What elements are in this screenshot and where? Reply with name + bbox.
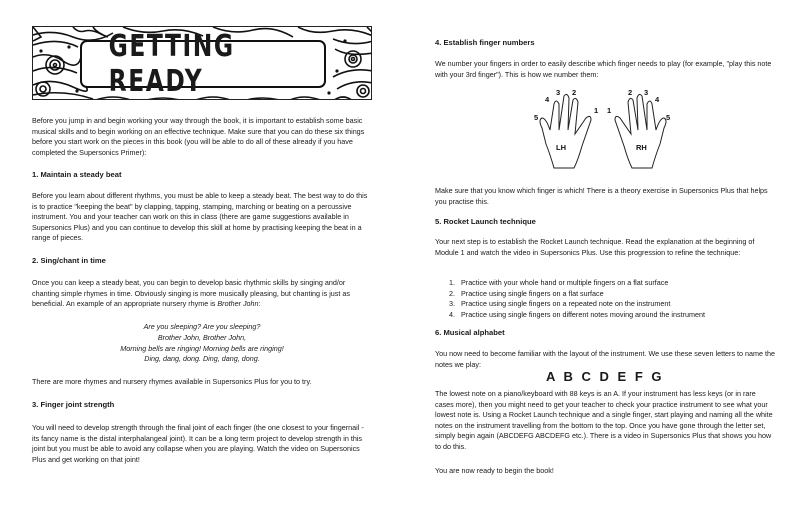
section-1-heading: 1. Maintain a steady beat (32, 170, 122, 179)
page-title-box (80, 29, 326, 99)
section-2-heading: 2. Sing/chant in time (32, 256, 106, 265)
section-6-heading: 6. Musical alphabet (435, 328, 505, 337)
right-hand-icon (615, 94, 666, 168)
section-3-body: You will need to develop strength through the final joint of each finger (the one closest to your fingernail - its fancy name is the distal interphalangeal joint). It can be a long term project to develop strength in this joint but you must be able to avoid any collapse when you are playing. Watch the video on Supersonics Plus and get working on that joint! (32, 423, 364, 464)
list-item: 3. Practice using single fingers on a repeated note on the instrument (449, 299, 671, 309)
list-item: 4. Practice using single fingers on different notes moving around the instrument (449, 309, 705, 319)
lh-finger-number: 3 (556, 88, 561, 97)
section-2-example-title: Brother John (217, 299, 259, 309)
section-5-body: Your next step is to establish the Rocket Launch technique. Read the explanation at the beginning of Module 1 and watch the video in Supersonics Plus. Use this progression to refine the technique: (435, 237, 755, 257)
rhyme-line: Brother John, Brother John, (157, 332, 247, 342)
lh-finger-number: 1 (594, 106, 599, 115)
rh-label: RH (636, 143, 647, 152)
page-title: GETTING READY (108, 29, 235, 99)
left-hand-icon (540, 94, 591, 168)
rhyme-line: Are you sleeping? Are you sleeping? (143, 322, 261, 331)
list-item: 2. Practice using single fingers on a flat surface (449, 288, 604, 298)
rhyme-line: Morning bells are ringing! Morning bells are ringing! (120, 343, 284, 353)
musical-alphabet-letters: A B C D E F G (546, 369, 664, 384)
section-2-body: Once you can keep a steady beat, you can begin to develop basic rhythmic skills by singing and/or chanting simple rhymes in time. Obviously singing is more musically pleasing, but chanting is just as beneficial. An example of an appropriate nursery rhyme is Brother John: (32, 278, 350, 309)
lh-finger-number: 2 (572, 88, 577, 97)
title-banner (32, 26, 372, 100)
technique-progression-list (449, 278, 775, 320)
section-4-body: We number your fingers in order to easily describe which finger needs to play (for example, "play this note with your 3rd finger"). This is how we number them: (435, 59, 772, 79)
rhyme-line: Ding, dang, dong. Ding, dang, dong. (144, 354, 260, 364)
rh-finger-number: 1 (607, 106, 612, 115)
lh-finger-number: 5 (534, 113, 539, 122)
section-6-body: You now need to become familiar with the layout of the instrument. We use these seven letters to name the notes we play: (435, 349, 776, 369)
section-6-after: The lowest note on a piano/keyboard with 88 keys is an A. If your instrument has less keys (or in rare cases more), then you might need to get your teacher to check your practice instrument to see what your lowest note is. Using a Rocket Launch technique and a single finger, start playing and naming all the white notes on the instrument travelling from the bottom to the top. Once you have gone through the letter set, simply begin again (ABCDEFG ABCDEFG etc.). There is a video in Supersonics Plus that shows you how to do this. (435, 389, 773, 451)
rh-finger-number: 2 (628, 88, 633, 97)
lh-label: LH (556, 143, 566, 152)
closing-line: You are now ready to begin the book! (435, 466, 554, 475)
section-4-after: Make sure that you know which finger is which! There is a theory exercise in Supersonics Plus that helps you practise this. (435, 186, 768, 206)
nursery-rhyme (32, 322, 372, 365)
section-2-after: There are more rhymes and nursery rhymes available in Supersonics Plus for you to try. (32, 377, 312, 386)
section-3-heading: 3. Finger joint strength (32, 400, 115, 409)
lh-finger-number: 4 (545, 95, 550, 104)
section-4-heading: 4. Establish finger numbers (435, 38, 535, 47)
intro-paragraph: Before you jump in and begin working your way through the book, it is important to establish some basic musical skills and to begin working on an effective technique. Make sure that you can do these six things before you start work on the pieces in this book (you will be able to do all of these already if you have completed the Supersonics Primer): (32, 116, 365, 157)
rh-finger-number: 3 (644, 88, 649, 97)
section-5-heading: 5. Rocket Launch technique (435, 217, 536, 226)
finger-numbers-diagram (528, 84, 678, 178)
rh-finger-number: 4 (655, 95, 660, 104)
rh-finger-number: 5 (666, 113, 671, 122)
section-1-body: Before you learn about different rhythms, you must be able to keep a steady beat. The best way to do this is to practice "keeping the beat" by clapping, tapping, stamping, marching or beating on a percussive instrument. You and your teacher can work on this in class (there are game suggestions available in Supersonics Plus) and you can continue to develop this skill at home by practising keeping the beat in a range of pieces. (32, 191, 368, 243)
list-item: 1. Practice with your whole hand or multiple fingers on a flat surface (449, 278, 669, 287)
